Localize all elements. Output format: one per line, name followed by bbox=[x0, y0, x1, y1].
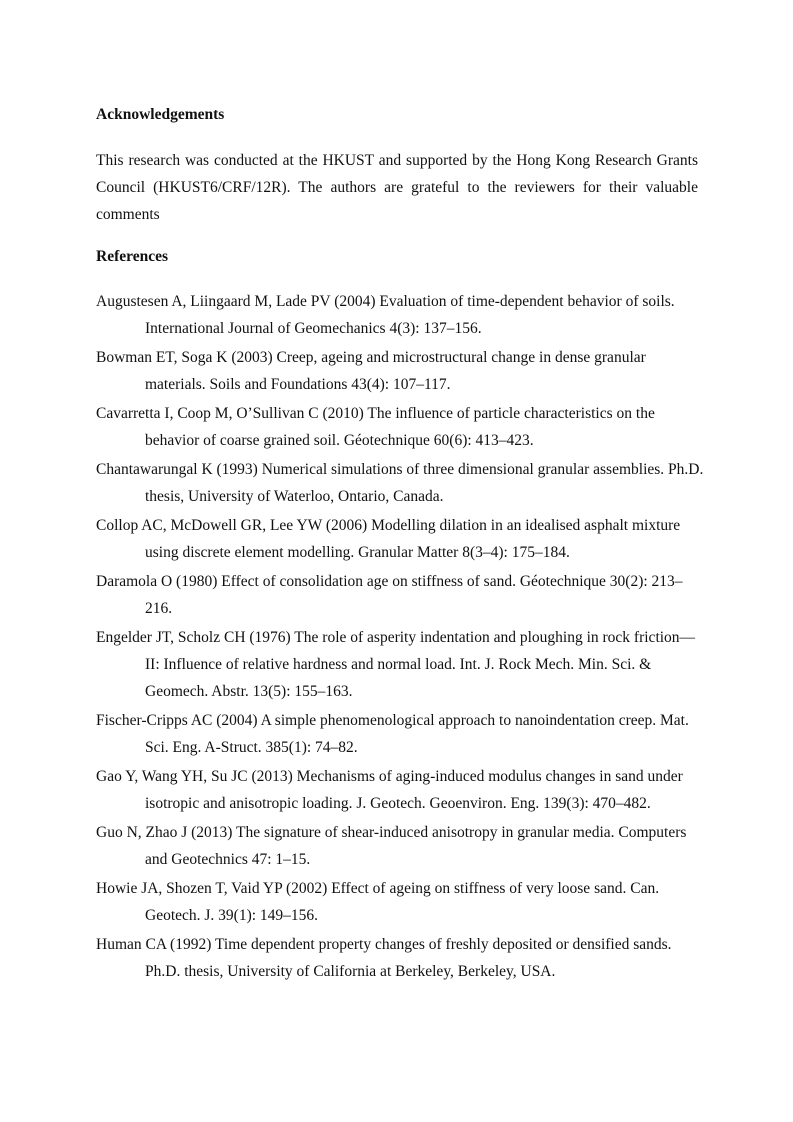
reference-item: Augustesen A, Liingaard M, Lade PV (2004) Evaluation of time-dependent behavior of soils. International Journal of Geomechanics 4(3): 137–156. bbox=[96, 293, 675, 337]
reference-item: Gao Y, Wang YH, Su JC (2013) Mechanisms of aging-induced modulus changes in sand under isotropic and anisotropic loading. J. Geotech. Geoenviron. Eng. 139(3): 470–482. bbox=[96, 768, 683, 812]
reference-item: Bowman ET, Soga K (2003) Creep, ageing and microstructural change in dense granular materials. Soils and Foundations 43(4): 107–117. bbox=[96, 349, 646, 393]
reference-item: Chantawarungal K (1993) Numerical simulations of three dimensional granular assemblies. Ph.D. thesis, University of Waterloo, Ontario, Canada. bbox=[96, 461, 704, 505]
acknowledgements-body: This research was conducted at the HKUST and supported by the Hong Kong Research Grants Council (HKUST6/CRF/12R). The authors are grateful to the reviewers for their valuable comments bbox=[96, 152, 698, 223]
reference-list bbox=[96, 288, 706, 987]
reference-item: Guo N, Zhao J (2013) The signature of shear-induced anisotropy in granular media. Computers and Geotechnics 47: 1–15. bbox=[96, 824, 687, 868]
reference-item: Cavarretta I, Coop M, O’Sullivan C (2010) The influence of particle characteristics on the behavior of coarse grained soil. Géotechnique 60(6): 413–423. bbox=[96, 405, 655, 449]
reference-item: Daramola O (1980) Effect of consolidation age on stiffness of sand. Géotechnique 30(2): 213–216. bbox=[96, 573, 683, 617]
acknowledgements-heading: Acknowledgements bbox=[96, 106, 225, 123]
reference-item: Howie JA, Shozen T, Vaid YP (2002) Effect of ageing on stiffness of very loose sand. Can. Geotech. J. 39(1): 149–156. bbox=[96, 880, 660, 924]
reference-item: Fischer-Cripps AC (2004) A simple phenomenological approach to nanoindentation creep. Mat. Sci. Eng. A-Struct. 385(1): 74–82. bbox=[96, 712, 689, 756]
reference-item: Human CA (1992) Time dependent property changes of freshly deposited or densified sands. Ph.D. thesis, University of California at Berkeley, Berkeley, USA. bbox=[96, 936, 672, 980]
references-heading: References bbox=[96, 248, 169, 265]
reference-item: Collop AC, McDowell GR, Lee YW (2006) Modelling dilation in an idealised asphalt mixture using discrete element modelling. Granular Matter 8(3–4): 175–184. bbox=[96, 517, 681, 561]
reference-item: Engelder JT, Scholz CH (1976) The role of asperity indentation and ploughing in rock friction—II: Influence of relative hardness and normal load. Int. J. Rock Mech. Min. Sci. & Geomech. Abstr. 13(5): 155–163. bbox=[96, 629, 696, 700]
